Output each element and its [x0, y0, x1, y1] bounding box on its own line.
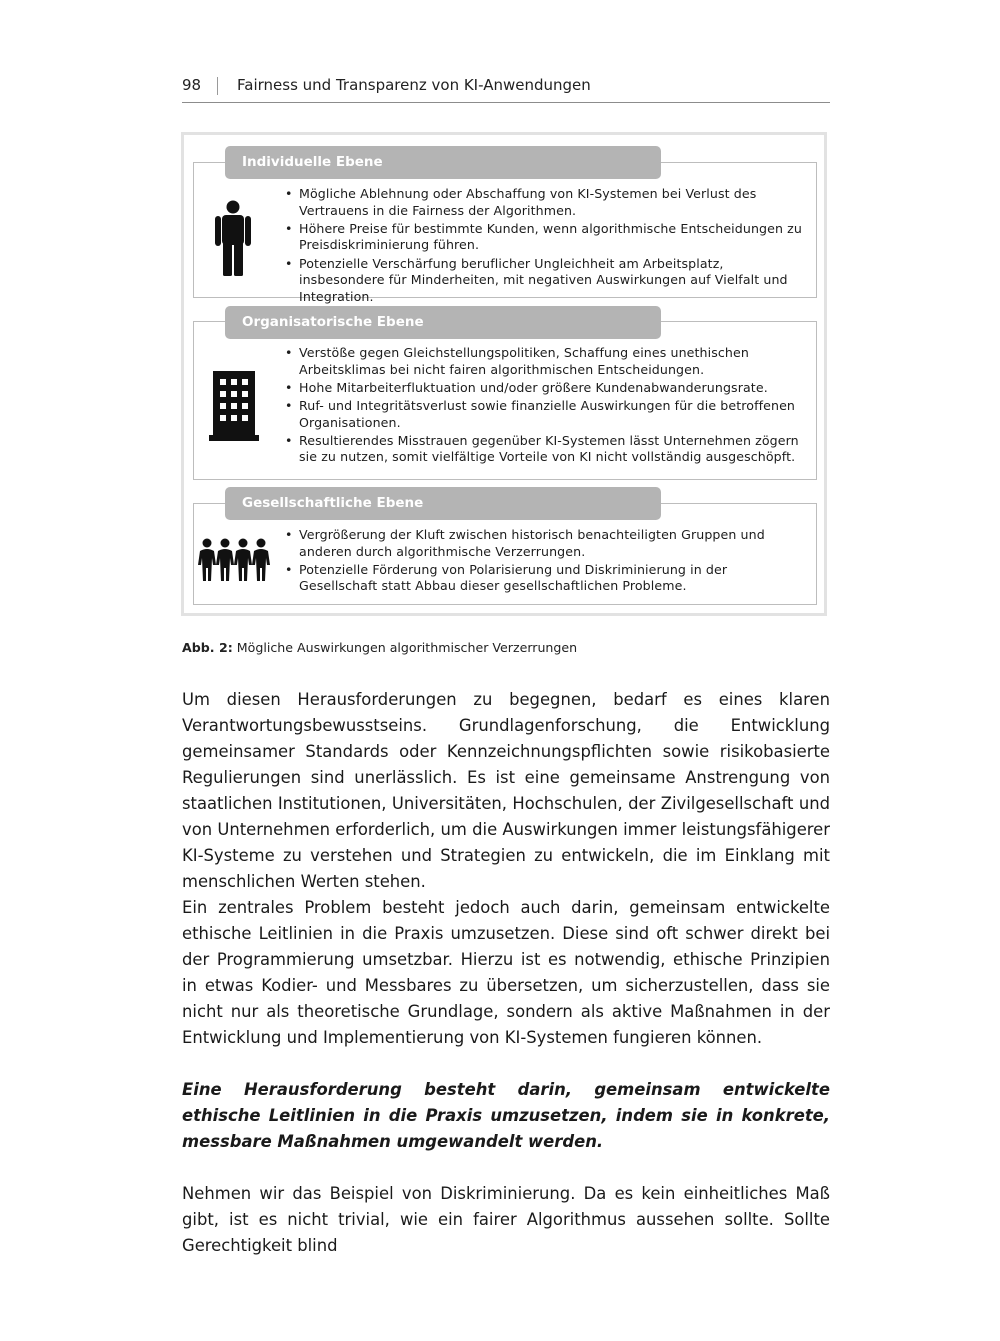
list-item: • Resultierendes Misstrauen gegenüber KI-Systemen lässt Unternehmen zögern sie zu nutzen, somit vielfältige Vorteile von KI nicht vollständig ausgeschöpft.: [285, 433, 807, 466]
group-of-people-icon: [198, 538, 270, 582]
list-item: • Verstöße gegen Gleichstellungspolitiken, Schaffung eines unethischen Arbeitsklimas bei nicht fairen algorithmischen Entscheidungen.: [285, 345, 807, 378]
bullet-list-societal: [285, 527, 807, 597]
list-item: • Mögliche Ablehnung oder Abschaffung von KI-Systemen bei Verlust des Vertrauens in die Fairness der Algorithmen.: [285, 186, 807, 219]
list-item: • Vergrößerung der Kluft zwischen historisch benachteiligten Gruppen und anderen durch algorithmische Verzerrungen.: [285, 527, 807, 560]
header-divider: [217, 77, 218, 95]
page-number: 98: [182, 76, 202, 94]
body-paragraph: Um diesen Herausforderungen zu begegnen, bedarf es eines klaren Verantwortungsbewusstseins. Grundlagenforschung, die Entwicklung gemeinsamer Standards oder Kennzeichnungspflichten sowie risikobasierte Regulierungen sind unerlässlich. Es ist eine gemeinsame Anstrengung von staatlichen Institutionen, Universitäten, Hochschulen, der Zivilgesellschaft und von Unternehmen erforderlich, um die Auswirkungen immer leistungsfähigerer KI-Systeme zu verstehen und Strategien zu entwickeln, die im Einklang mit menschlichen Werten stehen.: [182, 690, 830, 891]
caption-text: Mögliche Auswirkungen algorithmischer Verzerrungen: [236, 640, 578, 655]
emphasis-paragraph: Eine Herausforderung besteht darin, gemeinsam entwickelte ethische Leitlinien in die Praxis umzusetzen, indem sie in konkrete, messbare Maßnahmen umgewandelt werden.: [182, 1080, 830, 1151]
list-item: • Ruf- und Integritätsverlust sowie finanzielle Auswirkungen für die betroffenen Organisationen.: [285, 398, 807, 431]
level-title-societal: Gesellschaftliche Ebene: [225, 487, 661, 520]
list-item: • Höhere Preise für bestimmte Kunden, wenn algorithmische Entscheidungen zu Preisdiskriminierung führen.: [285, 221, 807, 254]
page-header: [182, 74, 830, 103]
body-paragraph: Nehmen wir das Beispiel von Diskriminierung. Da es kein einheitliches Maß gibt, ist es nicht trivial, wie ein fairer Algorithmus aussehen sollte. Sollte Gerechtigkeit blind: [182, 1184, 830, 1255]
level-title-individual: Individuelle Ebene: [225, 146, 661, 179]
list-item: • Potenzielle Förderung von Polarisierung und Diskriminierung in der Gesellschaft statt Abbau dieser gesellschaftlichen Probleme.: [285, 562, 807, 595]
office-building-icon: [209, 369, 259, 441]
bullet-list-individual: [285, 186, 807, 307]
level-title-organizational: Organisatorische Ebene: [225, 306, 661, 339]
list-item: • Hohe Mitarbeiterfluktuation und/oder größere Kundenabwanderungsrate.: [285, 380, 807, 397]
body-paragraph: Ein zentrales Problem besteht jedoch auch darin, gemeinsam entwickelte ethische Leitlinien in die Praxis umzusetzen. Diese sind oft schwer direkt bei der Programmierung umsetzbar. Hierzu ist es notwendig, ethische Prinzipien in etwas Kodier- und Messbares zu übersetzen, um sicherzustellen, dass sie nicht nur als theoretische Grundlage, sondern als aktive Maßnahmen in der Entwicklung und Implementierung von KI-Systemen fungieren können.: [182, 898, 830, 1047]
bullet-list-organizational: [285, 345, 807, 468]
caption-label: Abb. 2:: [182, 640, 233, 655]
person-icon: [212, 200, 254, 278]
list-item: • Potenzielle Verschärfung beruflicher Ungleichheit am Arbeitsplatz, insbesondere für Minderheiten, mit negativen Auswirkungen auf Vielfalt und Integration.: [285, 256, 807, 306]
running-title: Fairness und Transparenz von KI-Anwendungen: [237, 76, 591, 94]
figure-caption: [182, 640, 577, 655]
